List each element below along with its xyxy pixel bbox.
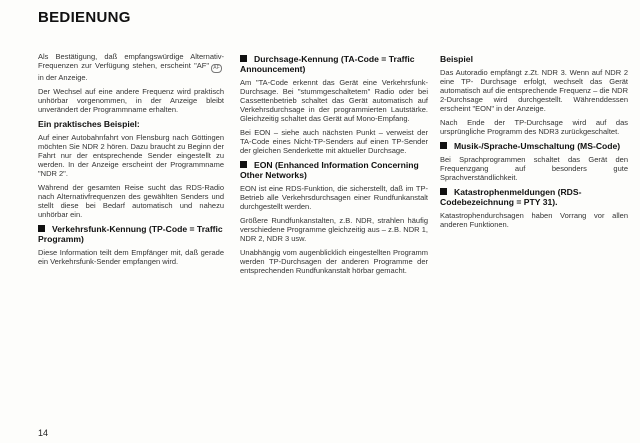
heading-text: EON (Enhanced Information Concerning Other Networks) <box>240 160 419 180</box>
bullet-square-icon <box>38 225 45 232</box>
heading-eon <box>240 160 428 180</box>
bullet-square-icon <box>440 188 447 195</box>
heading-ms-code <box>440 141 628 151</box>
paragraph-broadcasters: Größere Rundfunkanstalten, z.B. NDR, strahlen häufig verschiedene Programme gleichzeitig aus – z.B. NDR 1, NDR 2, NDR 3 usw. <box>240 216 428 243</box>
bullet-square-icon <box>440 142 447 149</box>
page-number: 14 <box>38 428 49 438</box>
heading-text: Musik-/Sprache-Umschaltung (MS-Code) <box>454 141 621 151</box>
paragraph-af-confirmation <box>38 52 224 82</box>
paragraph-ta-description: Am "TA-Code erkennt das Gerät eine Verkehrsfunk-Durchsage. Bei "stummgeschaltetem" Radio oder bei Cassettenbetrieb schaltet das Gerät automatisch auf Verkehrsdurchsage in der programmierten Lautstärke. Gleichzeitig schaltet das Gerät auf Mono-Empfang. <box>240 78 428 123</box>
heading-text: Durchsage-Kennung (TA-Code = Traffic Announcement) <box>240 54 415 74</box>
paragraph-eon-example: Das Autoradio empfängt z.Zt. NDR 3. Wenn auf NDR 2 eine TP- Durchsage erfolgt, wechselt das Gerät automatisch auf die entsprechende Frequenz – die NDR 2-Durchsage wird durchgestellt. Währenddessen erscheint "EON" in der Anzeige. <box>440 68 628 113</box>
paragraph-eon-reference: Bei EON – siehe auch nächsten Punkt – verweist der TA-Code eines Nicht-TP-Senders auf einen TP-Sender der gleichen Senderkette mit aktueller Durchsage. <box>240 128 428 155</box>
paragraph-return-program: Nach Ende der TP-Durchsage wird auf das ursprüngliche Programm des NDR3 zurückgeschaltet. <box>440 118 628 136</box>
heading-tp-code <box>38 224 224 244</box>
paragraph-ms-description: Bei Sprachprogrammen schaltet das Gerät den Frequenzgang auf besonders gute Sprachverständlichkeit. <box>440 155 628 182</box>
bullet-square-icon <box>240 55 247 62</box>
paragraph-alternative-search: Während der gesamten Reise sucht das RDS-Radio nach Alternativfrequenzen des gewählten Senders und stellt diese bei Bedarf automatisch und nahezu unhörbar ein. <box>38 183 224 219</box>
af-symbol-icon: AF <box>211 64 222 73</box>
paragraph-text: Als Bestätigung, daß empfangswürdige Alternativ-Frequenzen zur Verfügung stehen, erscheint "AF" <box>38 52 224 70</box>
heading-text: Verkehrsfunk-Kennung (TP-Code = Traffic Programm) <box>38 224 223 244</box>
paragraph-tp-independent: Unabhängig vom augenblicklich eingestellten Programm werden TP-Durchsagen der anderen Programme der entsprechenden Rundfunkanstalt hörbar gemacht. <box>240 248 428 275</box>
paragraph-tp-description: Diese Information teilt dem Empfänger mit, daß gerade ein Verkehrsfunk-Sender empfangen wird. <box>38 248 224 266</box>
bullet-square-icon <box>240 161 247 168</box>
paragraph-text: in der Anzeige. <box>38 73 88 82</box>
column-left <box>38 52 224 271</box>
paragraph-example-trip: Auf einer Autobahnfahrt von Flensburg nach Göttingen möchten Sie NDR 2 hören. Dazu braucht zu Beginn der Fahrt nur der entsprechende Sender eingestellt zu werden. In der Anzeige erscheint der Programmname "NDR 2". <box>38 133 224 178</box>
heading-example: Beispiel <box>440 54 473 64</box>
heading-text: Katastrophenmeldungen (RDS-Codebezeichnung = PTY 31). <box>440 187 582 207</box>
heading-emergency <box>440 187 628 207</box>
column-middle <box>240 52 428 280</box>
paragraph-eon-description: EON ist eine RDS-Funktion, die sicherstellt, daß im TP-Betrieb alle Verkehrsdurchsagen einer Rundfunkanstalt durchgestellt werden. <box>240 184 428 211</box>
heading-practical-example: Ein praktisches Beispiel: <box>38 119 140 129</box>
paragraph-emergency-description: Katastrophendurchsagen haben Vorrang vor allen anderen Funktionen. <box>440 211 628 229</box>
column-right <box>440 52 628 234</box>
page-title: BEDIENUNG <box>38 9 131 26</box>
paragraph-frequency-change: Der Wechsel auf eine andere Frequenz wird praktisch unhörbar vorgenommen, in der Anzeige bleibt unverändert der Programmname erhalten. <box>38 87 224 114</box>
heading-ta-code <box>240 54 428 74</box>
